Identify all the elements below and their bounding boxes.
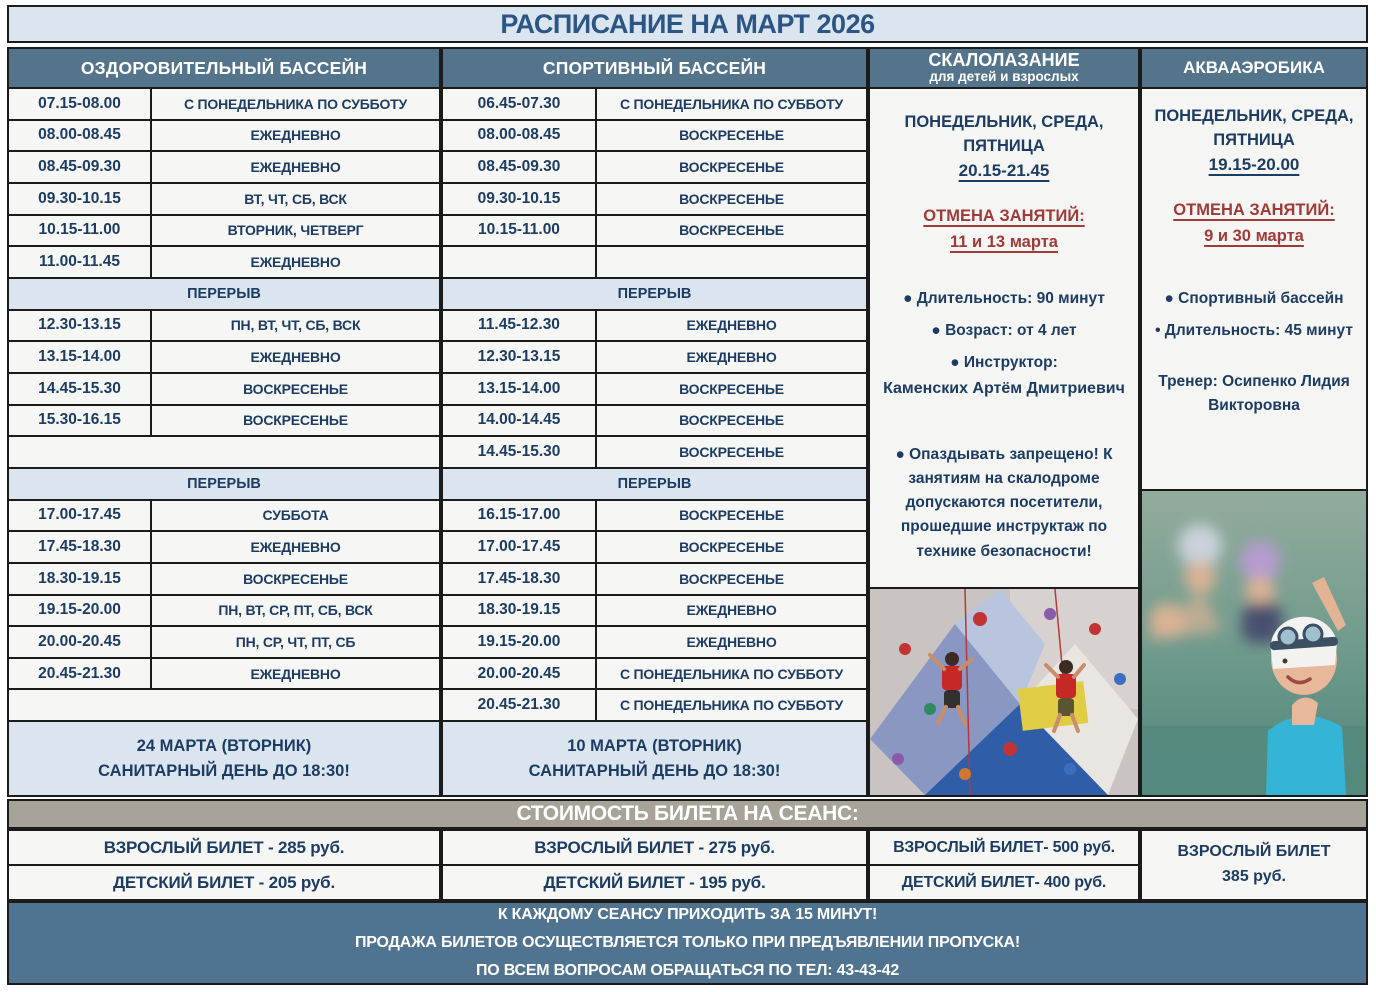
aqua-aerobics-illustration (1142, 491, 1366, 795)
climbing-prices (868, 829, 1140, 901)
days-cell: ВОСКРЕСЕНЬЕ (597, 437, 866, 467)
price-section-title: СТОИМОСТЬ БИЛЕТА НА СЕАНС: (7, 799, 1368, 829)
time-cell: 09.30-10.15 (9, 184, 152, 214)
aqua-column (1140, 47, 1368, 797)
schedule-row (9, 562, 439, 594)
schedule-row (9, 89, 439, 119)
climbing-warning: ● Опаздывать запрещено! К занятиям на скалодроме допускаются посетители, прошедшие инструктаж по технике безопасности! (895, 446, 1113, 560)
aqua-cancel-dates: 9 и 30 марта (1204, 226, 1304, 245)
schedule-row (9, 499, 439, 531)
schedule-row (443, 594, 866, 626)
schedule-row (9, 625, 439, 657)
days-cell: ПН, ВТ, ЧТ, СБ, ВСК (152, 311, 439, 341)
schedule-row (9, 309, 439, 341)
days-cell: ВОСКРЕСЕНЬЕ (597, 216, 866, 246)
days-cell: С ПОНЕДЕЛЬНИКА ПО СУББОТУ (597, 89, 866, 119)
time-cell: 10.15-11.00 (9, 216, 152, 246)
time-cell: 12.30-13.15 (443, 342, 597, 372)
footer-line: ПО ВСЕМ ВОПРОСАМ ОБРАЩАТЬСЯ ПО ТЕЛ: 43-43-42 (475, 962, 900, 979)
schedule-row (9, 657, 439, 689)
sanitary-line: САНИТАРНЫЙ ДЕНЬ ДО 18:30! (528, 761, 781, 780)
climbing-column (868, 47, 1140, 797)
time-cell: 14.45-15.30 (443, 437, 597, 467)
wellness-pool-rows (9, 89, 439, 720)
days-cell (597, 247, 866, 277)
footer-notes (7, 901, 1368, 985)
climbing-time: 20.15-21.45 (958, 160, 1050, 180)
time-cell: 10.15-11.00 (443, 216, 597, 246)
schedule-row (443, 499, 866, 531)
aqua-cancel-title: ОТМЕНА ЗАНЯТИЙ: (1173, 200, 1335, 219)
time-cell: 20.00-20.45 (9, 627, 152, 657)
time-cell: 13.15-14.00 (9, 342, 152, 372)
aqua-trainer: Тренер: Осипенко Лидия Викторовна (1158, 372, 1350, 414)
days-cell: ЕЖЕДНЕВНО (152, 532, 439, 562)
days-cell: ВТ, ЧТ, СБ, ВСК (152, 184, 439, 214)
time-cell: 08.00-08.45 (443, 121, 597, 151)
schedule-row (443, 688, 866, 720)
aqua-title: АКВААЭРОБИКА (1183, 58, 1325, 78)
days-cell: ЕЖЕДНЕВНО (152, 247, 439, 277)
climbing-instructor-label: ● Инструктор: (950, 353, 1058, 371)
schedule-row (443, 245, 866, 277)
aqua-pool-note: ● Спортивный бассейн (1164, 289, 1344, 307)
sport-prices (441, 829, 868, 901)
schedule-row (9, 214, 439, 246)
days-cell: ВТОРНИК, ЧЕТВЕРГ (152, 216, 439, 246)
days-cell: ВОСКРЕСЕНЬЕ (597, 121, 866, 151)
climbing-subtitle: для детей и взрослых (929, 69, 1079, 85)
schedule-row (443, 657, 866, 689)
time-cell: 11.00-11.45 (9, 247, 152, 277)
days-cell: ЕЖЕДНЕВНО (152, 342, 439, 372)
schedule-row (9, 119, 439, 151)
schedule-row (443, 562, 866, 594)
adult-price: ВЗРОСЛЫЙ БИЛЕТ - 285 руб. (9, 831, 439, 864)
time-cell: 18.30-19.15 (9, 564, 152, 594)
schedule-row (443, 625, 866, 657)
climbing-days: ПОНЕДЕЛЬНИК, СРЕДА, ПЯТНИЦА (904, 113, 1104, 155)
price-line: 385 руб. (1222, 868, 1286, 885)
schedule-row (443, 182, 866, 214)
days-cell: ПН, ВТ, СР, ПТ, СБ, ВСК (152, 596, 439, 626)
sport-pool-rows (443, 89, 866, 720)
sanitary-line: 10 МАРТА (ВТОРНИК) (567, 736, 742, 755)
time-cell: 17.00-17.45 (443, 532, 597, 562)
time-cell: 18.30-19.15 (443, 596, 597, 626)
time-cell: 17.45-18.30 (9, 532, 152, 562)
time-cell: 08.00-08.45 (9, 121, 152, 151)
break-row: ПЕРЕРЫВ (9, 467, 439, 499)
climbing-instructor-name: Каменских Артём Дмитриевич (883, 379, 1125, 397)
schedule-row (443, 309, 866, 341)
climbing-info (870, 89, 1138, 587)
days-cell: ВОСКРЕСЕНЬЕ (597, 184, 866, 214)
days-cell: ЕЖЕДНЕВНО (597, 342, 866, 372)
schedule-row (443, 150, 866, 182)
days-cell: С ПОНЕДЕЛЬНИКА ПО СУББОТУ (597, 659, 866, 689)
time-cell: 14.00-14.45 (443, 406, 597, 436)
time-cell: 16.15-17.00 (443, 501, 597, 531)
sanitary-line: 24 МАРТА (ВТОРНИК) (136, 736, 312, 755)
footer-line: ПРОДАЖА БИЛЕТОВ ОСУЩЕСТВЛЯЕТСЯ ТОЛЬКО ПРИ ПРЕДЪЯВЛЕНИИ ПРОПУСКА! (354, 934, 1021, 951)
child-price: ДЕТСКИЙ БИЛЕТ - 205 руб. (9, 864, 439, 899)
footer-line: К КАЖДОМУ СЕАНСУ ПРИХОДИТЬ ЗА 15 МИНУТ! (497, 906, 878, 923)
climbing-duration: ● Длительность: 90 минут (903, 289, 1105, 307)
time-cell: 08.45-09.30 (9, 152, 152, 182)
climbing-photo (870, 587, 1138, 795)
climbing-cancel-dates: 11 и 13 марта (950, 232, 1058, 251)
days-cell: ВОСКРЕСЕНЬЕ (597, 152, 866, 182)
days-cell: ВОСКРЕСЕНЬЕ (152, 406, 439, 436)
days-cell: ВОСКРЕСЕНЬЕ (152, 374, 439, 404)
time-cell: 11.45-12.30 (443, 311, 597, 341)
aqua-days: ПОНЕДЕЛЬНИК, СРЕДА, ПЯТНИЦА (1154, 107, 1354, 149)
days-cell: ВОСКРЕСЕНЬЕ (597, 406, 866, 436)
adult-price: ВЗРОСЛЫЙ БИЛЕТ- 500 руб. (870, 831, 1138, 864)
days-cell: ВОСКРЕСЕНЬЕ (597, 374, 866, 404)
climbing-wall-illustration (870, 589, 1138, 795)
schedule-row (9, 594, 439, 626)
time-cell: 08.45-09.30 (443, 152, 597, 182)
adult-price (1142, 831, 1366, 899)
time-cell: 20.45-21.30 (9, 659, 152, 689)
page-title: РАСПИСАНИЕ НА МАРТ 2026 (7, 5, 1368, 43)
schedule-row (443, 404, 866, 436)
sport-sanitary-note (443, 720, 866, 795)
sanitary-line: САНИТАРНЫЙ ДЕНЬ ДО 18:30! (98, 761, 350, 780)
time-cell (443, 247, 597, 277)
schedule-row (9, 150, 439, 182)
schedule-row (9, 182, 439, 214)
wellness-prices (7, 829, 441, 901)
time-cell: 06.45-07.30 (443, 89, 597, 119)
days-cell: ВОСКРЕСЕНЬЕ (152, 564, 439, 594)
time-cell: 17.00-17.45 (9, 501, 152, 531)
child-price: ДЕТСКИЙ БИЛЕТ - 195 руб. (443, 864, 866, 899)
adult-price: ВЗРОСЛЫЙ БИЛЕТ - 275 руб. (443, 831, 866, 864)
aqua-aerobics-photo (1142, 489, 1366, 795)
climbing-age: ● Возраст: от 4 лет (931, 321, 1077, 339)
wellness-sanitary-note (9, 720, 439, 795)
time-cell: 20.00-20.45 (443, 659, 597, 689)
schedule-row (9, 530, 439, 562)
schedule-row (443, 530, 866, 562)
wellness-pool-header: ОЗДОРОВИТЕЛЬНЫЙ БАССЕЙН (9, 49, 439, 89)
time-cell: 07.15-08.00 (9, 89, 152, 119)
time-cell: 09.30-10.15 (443, 184, 597, 214)
schedule-row (9, 404, 439, 436)
days-cell: ЕЖЕДНЕВНО (152, 152, 439, 182)
aqua-header (1142, 49, 1366, 89)
aqua-info (1142, 89, 1366, 489)
break-row: ПЕРЕРЫВ (9, 277, 439, 309)
break-row: ПЕРЕРЫВ (443, 467, 866, 499)
climbing-header (870, 49, 1138, 89)
sport-pool-column (441, 47, 868, 797)
schedule-row (443, 89, 866, 119)
wellness-pool-column (7, 47, 441, 797)
days-cell: С ПОНЕДЕЛЬНИКА ПО СУББОТУ (597, 690, 866, 720)
schedule-row (443, 214, 866, 246)
days-cell: ВОСКРЕСЕНЬЕ (597, 501, 866, 531)
time-cell: 17.45-18.30 (443, 564, 597, 594)
aqua-time: 19.15-20.00 (1208, 154, 1300, 174)
time-cell: 14.45-15.30 (9, 374, 152, 404)
schedule-row (443, 340, 866, 372)
days-cell: ВОСКРЕСЕНЬЕ (597, 564, 866, 594)
days-cell: ЕЖЕДНЕВНО (152, 121, 439, 151)
schedule-row (443, 119, 866, 151)
schedule-row (443, 435, 866, 467)
days-cell: ВОСКРЕСЕНЬЕ (597, 532, 866, 562)
days-cell: ЕЖЕДНЕВНО (597, 596, 866, 626)
schedule-row (9, 340, 439, 372)
days-cell: ЕЖЕДНЕВНО (152, 659, 439, 689)
time-cell: 20.45-21.30 (443, 690, 597, 720)
time-cell: 19.15-20.00 (9, 596, 152, 626)
sport-pool-header: СПОРТИВНЫЙ БАССЕЙН (443, 49, 866, 89)
days-cell: ЕЖЕДНЕВНО (597, 311, 866, 341)
schedule-row (9, 245, 439, 277)
days-cell: ПН, СР, ЧТ, ПТ, СБ (152, 627, 439, 657)
empty-row (9, 435, 439, 467)
aqua-duration: • Длительность: 45 минут (1155, 321, 1353, 339)
time-cell: 12.30-13.15 (9, 311, 152, 341)
empty-row (9, 688, 439, 720)
schedule-row (443, 372, 866, 404)
climbing-cancel-title: ОТМЕНА ЗАНЯТИЙ: (923, 206, 1085, 225)
time-cell: 19.15-20.00 (443, 627, 597, 657)
days-cell: СУББОТА (152, 501, 439, 531)
climbing-title: СКАЛОЛАЗАНИЕ (928, 50, 1080, 71)
child-price: ДЕТСКИЙ БИЛЕТ- 400 руб. (870, 864, 1138, 899)
time-cell: 15.30-16.15 (9, 406, 152, 436)
days-cell: С ПОНЕДЕЛЬНИКА ПО СУББОТУ (152, 89, 439, 119)
price-line: ВЗРОСЛЫЙ БИЛЕТ (1177, 843, 1331, 861)
aqua-prices (1140, 829, 1368, 901)
break-row: ПЕРЕРЫВ (443, 277, 866, 309)
time-cell: 13.15-14.00 (443, 374, 597, 404)
schedule-row (9, 372, 439, 404)
days-cell: ЕЖЕДНЕВНО (597, 627, 866, 657)
